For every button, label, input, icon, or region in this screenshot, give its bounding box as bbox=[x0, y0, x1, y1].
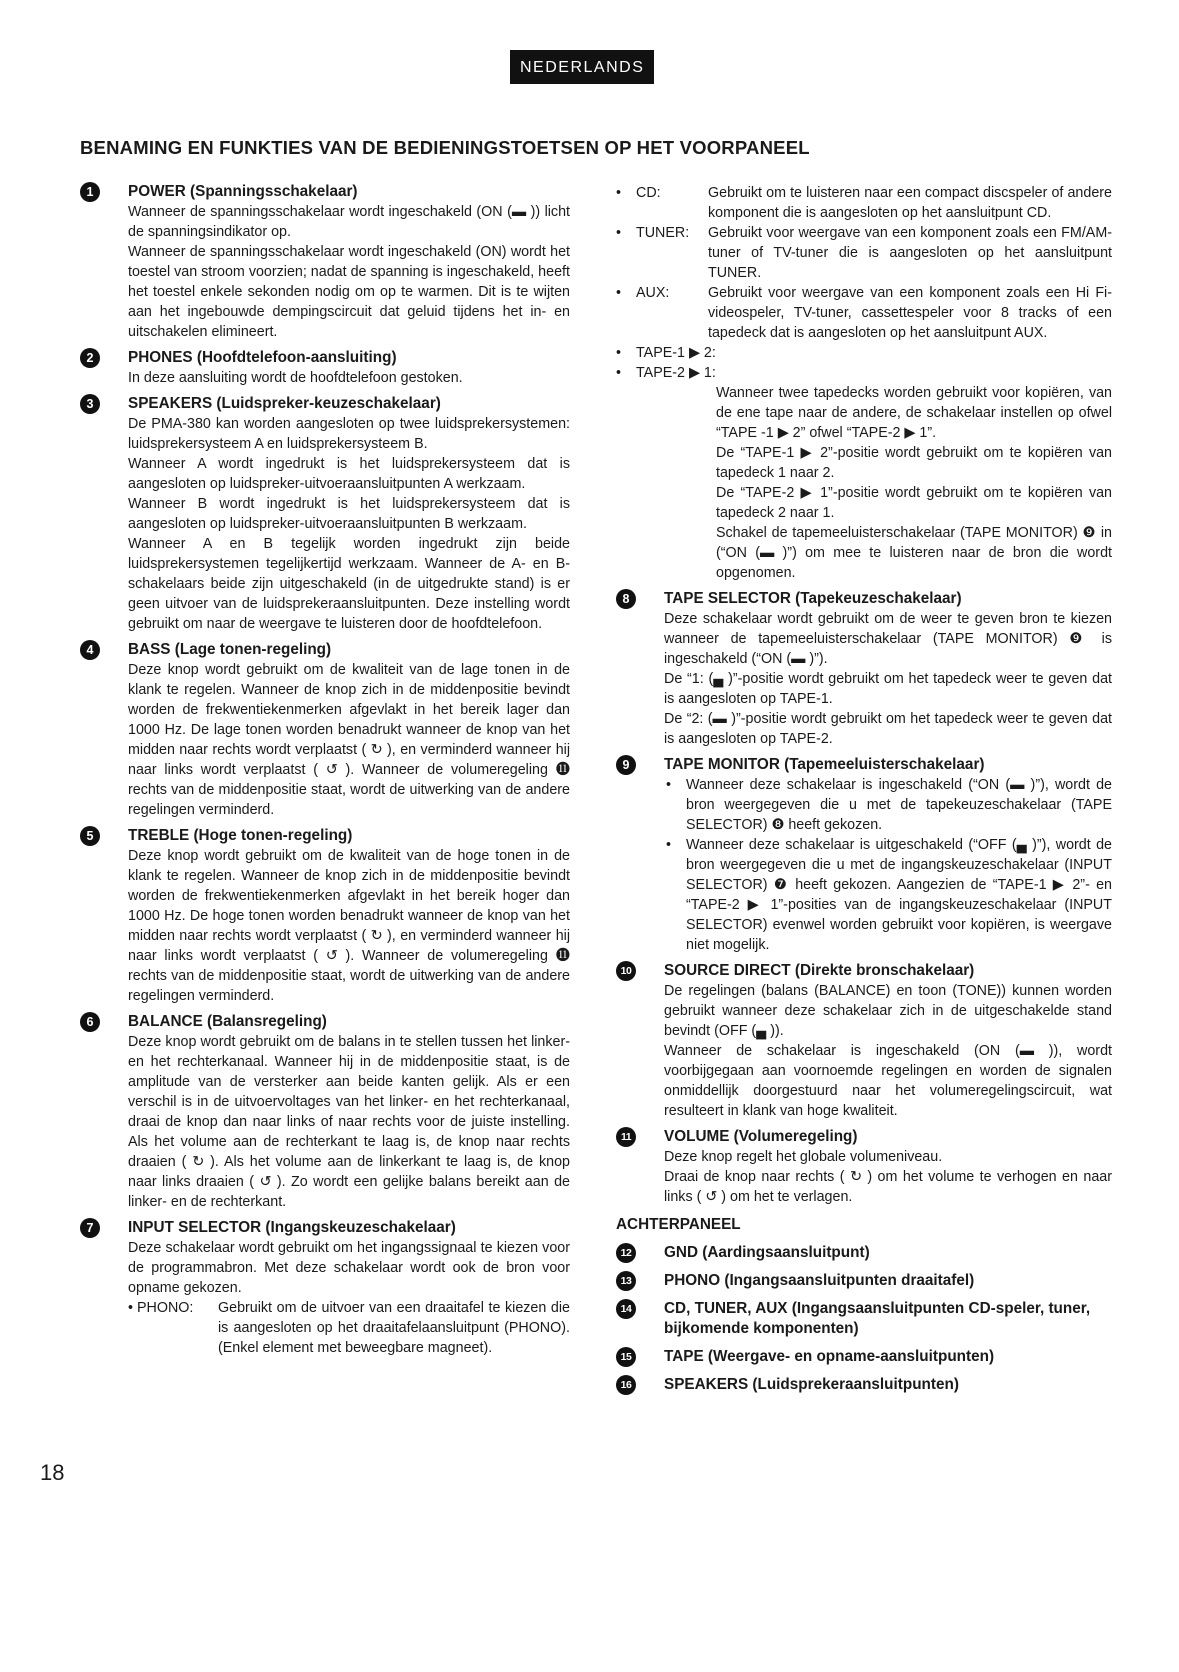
item-paragraph: Wanneer de spanningsschakelaar wordt ingeschakeld (ON (▬ )) licht de spanningsindikator op. bbox=[128, 204, 570, 240]
rear-item-tape bbox=[616, 1347, 1112, 1367]
item-paragraph: De “TAPE-1 ▶ 2”-positie wordt gebruikt om te kopiëren van tapedeck 1 naar 2. bbox=[716, 445, 1112, 481]
right-column bbox=[616, 183, 1112, 1403]
item-title: INPUT SELECTOR (Ingangskeuzeschakelaar) bbox=[128, 1219, 456, 1236]
item-source-direct bbox=[616, 961, 1112, 1121]
item-number: 11 bbox=[616, 1127, 636, 1147]
source-description: Gebruikt voor weergave van een komponent zoals een FM/AM-tuner of TV-tuner die is aangesloten op het aansluitpunt TUNER. bbox=[708, 225, 1112, 281]
item-paragraph: Deze knop wordt gebruikt om de kwaliteit van de lage tonen in de klank te regelen. Wanneer de knop zich in de middenpositie bevindt worden de frekwentiekenmerken afgevlakt in het bereik lager dan 1000 Hz. De lage tonen worden benadrukt wanneer de knop van het midden naar rechts wordt verplaatst ( ↻ ), en verminderd wanneer hij naar links wordt verplaatst ( ↺ ). Wanneer de volumeregeling ⓫ rechts van de middenpositie staat, wordt de uitwerking van de andere regelingen verminderd. bbox=[128, 662, 570, 818]
source-tuner bbox=[616, 223, 1112, 283]
item-number: 7 bbox=[80, 1218, 100, 1238]
item-treble bbox=[80, 826, 570, 1006]
item-title: POWER (Spanningsschakelaar) bbox=[128, 183, 358, 200]
item-number: 15 bbox=[616, 1347, 636, 1367]
bullet: • bbox=[616, 185, 622, 201]
bullet-list bbox=[664, 775, 1112, 955]
item-number: 10 bbox=[616, 961, 636, 981]
item-volume bbox=[616, 1127, 1112, 1207]
source-description: Gebruikt om de uitvoer van een draaitafel te kiezen die is aangesloten op het draaitafelaansluitpunt (PHONO). (Enkel element met beweegbare magneet). bbox=[218, 1300, 570, 1356]
page-heading: BENAMING EN FUNKTIES VAN DE BEDIENINGSTOETSEN OP HET VOORPANEEL bbox=[80, 137, 810, 158]
item-paragraph: In deze aansluiting wordt de hoofdtelefoon gestoken. bbox=[128, 370, 463, 386]
item-paragraph: Deze knop regelt het globale volumeniveau. bbox=[664, 1149, 943, 1165]
item-bass bbox=[80, 640, 570, 820]
item-paragraph: Wanneer A en B tegelijk worden ingedrukt zijn beide luidsprekersystemen tegelijkertijd werkzaam. Wanneer de A- en B-schakelaars beide zijn uitgeschakeld (in de uitgedrukte stand) is er geen uitvoer van de luidsprekeraansluitpunten. Deze instelling wordt gebruikt om naar de weergave te luisteren door de hoofdtelefoon. bbox=[128, 536, 570, 632]
source-description: Gebruikt om te luisteren naar een compact discspeler of andere komponent die is aangesloten op het aansluitpunt CD. bbox=[708, 185, 1112, 221]
item-title: SPEAKERS (Luidspreker-keuzeschakelaar) bbox=[128, 395, 441, 412]
rear-panel-heading: ACHTERPANEEL bbox=[616, 1216, 741, 1233]
rear-item-gnd bbox=[616, 1243, 1112, 1263]
item-paragraph: Deze schakelaar wordt gebruikt om het ingangssignaal te kiezen voor de programmabron. Met deze schakelaar wordt ook de bron voor opname gekozen. bbox=[128, 1240, 570, 1296]
item-title: PHONES (Hoofdtelefoon-aansluiting) bbox=[128, 349, 397, 366]
source-tape-1-2 bbox=[616, 343, 1112, 363]
rear-panel-list bbox=[616, 1243, 1112, 1395]
item-number: 13 bbox=[616, 1271, 636, 1291]
item-speakers bbox=[80, 394, 570, 634]
item-paragraph: De regelingen (balans (BALANCE) en toon (TONE)) kunnen worden gebruikt wanneer deze schakelaar zich in de uitgeschakelde stand bevindt (OFF (▄ )). bbox=[664, 983, 1112, 1039]
source-label: TUNER: bbox=[636, 225, 690, 241]
source-label: AUX: bbox=[636, 285, 670, 301]
item-title: SPEAKERS (Luidsprekeraansluitpunten) bbox=[664, 1376, 959, 1393]
item-power bbox=[80, 182, 570, 342]
bullet: • bbox=[616, 225, 622, 241]
item-paragraph: Deze knop wordt gebruikt om de balans in te stellen tussen het linker- en het rechterkanaal. Wanneer hij in de middenpositie staat, is de amplitude van de versterker aan beide kanten gelijk. Als er een verschil is in de uitvoervoltages van het linker- en het rechterkanaal, draai de knop dan naar links of naar rechts voor de juiste instelling. Als het volume aan de rechterkant te laag is, de knop naar rechts draaien ( ↻ ). Als het volume aan de linkerkant te laag is, de knop naar links draaien ( ↺ ). Zo wordt een gelijke balans bereikt aan de linker- en de rechterkant. bbox=[128, 1034, 570, 1210]
item-number: 16 bbox=[616, 1375, 636, 1395]
item-paragraph: Draai de knop naar rechts ( ↻ ) om het volume te verhogen en naar links ( ↺ ) om het te verlagen. bbox=[664, 1169, 1112, 1205]
language-badge: NEDERLANDS bbox=[510, 50, 654, 84]
item-number: 5 bbox=[80, 826, 100, 846]
item-title: PHONO (Ingangsaansluitpunten draaitafel) bbox=[664, 1272, 975, 1289]
item-paragraph: Wanneer de schakelaar is ingeschakeld (ON (▬ )), wordt voorbijgegaan aan voornoemde regelingen en worden de signalen onmiddellijk doorgestuurd naar het volumeregelingscircuit, wat resulteert in klank van hoge kwaliteit. bbox=[664, 1043, 1112, 1119]
item-paragraph: Deze schakelaar wordt gebruikt om de weer te geven bron te kiezen wanneer de tapemeeluisterschakelaar (TAPE MONITOR) ❾ is ingeschakeld (“ON (▬ )”). bbox=[664, 611, 1112, 667]
page-number: 18 bbox=[40, 1460, 65, 1485]
item-title: GND (Aardingsaansluitpunt) bbox=[664, 1244, 870, 1261]
source-label: TAPE-1 ▶ 2: bbox=[636, 345, 716, 361]
item-title: TAPE MONITOR (Tapemeeluisterschakelaar) bbox=[664, 756, 985, 773]
item-title: SOURCE DIRECT (Direkte bronschakelaar) bbox=[664, 962, 975, 979]
item-number: 1 bbox=[80, 182, 100, 202]
item-paragraph: De PMA-380 kan worden aangesloten op twee luidsprekersystemen: luidsprekersysteem A en luidsprekersysteem B. bbox=[128, 416, 570, 452]
list-item: • Wanneer deze schakelaar is uitgeschakeld (“OFF (▄ )”), wordt de bron weergegeven die u met de ingangskeuzeschakelaar (INPUT SELECTOR) ❼ heeft gekozen. Aangezien de “TAPE-1 ▶ 2”- en “TAPE-2 ▶ 1”-posities van de ingangskeuzeschakelaar (INPUT SELECTOR) evenwel worden gebruikt voor kopiëren, is weergave niet mogelijk. bbox=[666, 837, 1112, 953]
item-paragraph: De “2: (▬ )”-positie wordt gebruikt om het tapedeck weer te geven dat is aangesloten op TAPE-2. bbox=[664, 711, 1112, 747]
source-tape-2-1 bbox=[616, 363, 1112, 383]
item-phones bbox=[80, 348, 570, 388]
item-title: CD, TUNER, AUX (Ingangsaansluitpunten CD-speler, tuner, bijkomende komponenten) bbox=[664, 1300, 1091, 1337]
item-paragraph: Wanneer twee tapedecks worden gebruikt voor kopiëren, van de ene tape naar de andere, de schakelaar instellen op ofwel “TAPE -1 ▶ 2” ofwel “TAPE-2 ▶ 1”. bbox=[716, 385, 1112, 441]
item-paragraph: Wanneer A wordt ingedrukt is het luidsprekersysteem dat is aangesloten op luidspreker-uitvoeraansluitpunten A werkzaam. bbox=[128, 456, 570, 492]
item-title: BASS (Lage tonen-regeling) bbox=[128, 641, 332, 658]
item-balance bbox=[80, 1012, 570, 1212]
item-number: 12 bbox=[616, 1243, 636, 1263]
item-number: 9 bbox=[616, 755, 636, 775]
rear-item-speakers bbox=[616, 1375, 1112, 1395]
source-cd bbox=[616, 183, 1112, 223]
item-title: VOLUME (Volumeregeling) bbox=[664, 1128, 858, 1145]
input-selector-continued bbox=[616, 183, 1112, 583]
item-number: 6 bbox=[80, 1012, 100, 1032]
item-title: TAPE SELECTOR (Tapekeuzeschakelaar) bbox=[664, 590, 962, 607]
bullet: • bbox=[616, 365, 622, 381]
tape-description bbox=[716, 383, 1112, 583]
source-label: • PHONO: bbox=[128, 1300, 194, 1316]
source-label: CD: bbox=[636, 185, 661, 201]
item-number: 3 bbox=[80, 394, 100, 414]
item-number: 2 bbox=[80, 348, 100, 368]
item-number: 14 bbox=[616, 1299, 636, 1319]
item-paragraph: Deze knop wordt gebruikt om de kwaliteit van de hoge tonen in de klank te regelen. Wanneer de knop zich in de middenpositie bevindt worden de frekwentiekenmerken afgevlakt in het bereik hoger dan 1000 Hz. De hoge tonen worden benadrukt wanneer de knop van het midden naar rechts wordt verplaatst ( ↻ ), en verminderd wanneer hij naar links wordt verplaatst ( ↺ ). Wanneer de volumeregeling ⓫ rechts van de middenpositie staat, wordt de uitwerking van de andere regelingen verminderd. bbox=[128, 848, 570, 1004]
item-paragraph: Schakel de tapemeeluisterschakelaar (TAPE MONITOR) ❾ in (“ON (▬ )”) om mee te luisteren naar de bron die wordt opgenomen. bbox=[716, 525, 1112, 581]
item-input-selector bbox=[80, 1218, 570, 1358]
item-tape-selector bbox=[616, 589, 1112, 749]
item-number: 4 bbox=[80, 640, 100, 660]
rear-item-cd-tuner-aux bbox=[616, 1299, 1112, 1339]
item-title: TAPE (Weergave- en opname-aansluitpunten) bbox=[664, 1348, 995, 1365]
item-number: 8 bbox=[616, 589, 636, 609]
item-title: BALANCE (Balansregeling) bbox=[128, 1013, 327, 1030]
item-tape-monitor bbox=[616, 755, 1112, 955]
source-description: Gebruikt voor weergave van een komponent zoals een Hi Fi-videospeler, TV-tuner, cassettespeler voor 8 tracks of een tapedeck dat is aangesloten op het aansluitpunt AUX. bbox=[708, 285, 1112, 341]
source-phono bbox=[128, 1298, 570, 1358]
item-paragraph: De “TAPE-2 ▶ 1”-positie wordt gebruikt om te kopiëren van tapedeck 2 naar 1. bbox=[716, 485, 1112, 521]
bullet: • bbox=[616, 285, 622, 301]
left-column bbox=[80, 182, 570, 1364]
rear-item-phono bbox=[616, 1271, 1112, 1291]
item-paragraph: De “1: (▄ )”-positie wordt gebruikt om het tapedeck weer te geven dat is aangesloten op TAPE-1. bbox=[664, 671, 1112, 707]
list-item: • Wanneer deze schakelaar is ingeschakeld (“ON (▬ )”), wordt de bron weergegeven die u met de tapekeuzeschakelaar (TAPE SELECTOR) ❽ heeft gekozen. bbox=[666, 777, 1112, 833]
bullet: • bbox=[616, 345, 622, 361]
item-title: TREBLE (Hoge tonen-regeling) bbox=[128, 827, 353, 844]
source-aux bbox=[616, 283, 1112, 343]
source-label: TAPE-2 ▶ 1: bbox=[636, 365, 716, 381]
item-paragraph: Wanneer B wordt ingedrukt is het luidsprekersysteem dat is aangesloten op luidspreker-uitvoeraansluitpunten B werkzaam. bbox=[128, 496, 570, 532]
item-paragraph: Wanneer de spanningsschakelaar wordt ingeschakeld (ON) wordt het toestel van stroom voorzien; nadat de spanning is ingeschakeld, heeft het toestel enkele sekonden nodig om op te warmen. Dit is te wijten aan het ingebouwde dempingscircuit dat geluid tijdens het in- en uitschakelen elimineert. bbox=[128, 244, 570, 340]
